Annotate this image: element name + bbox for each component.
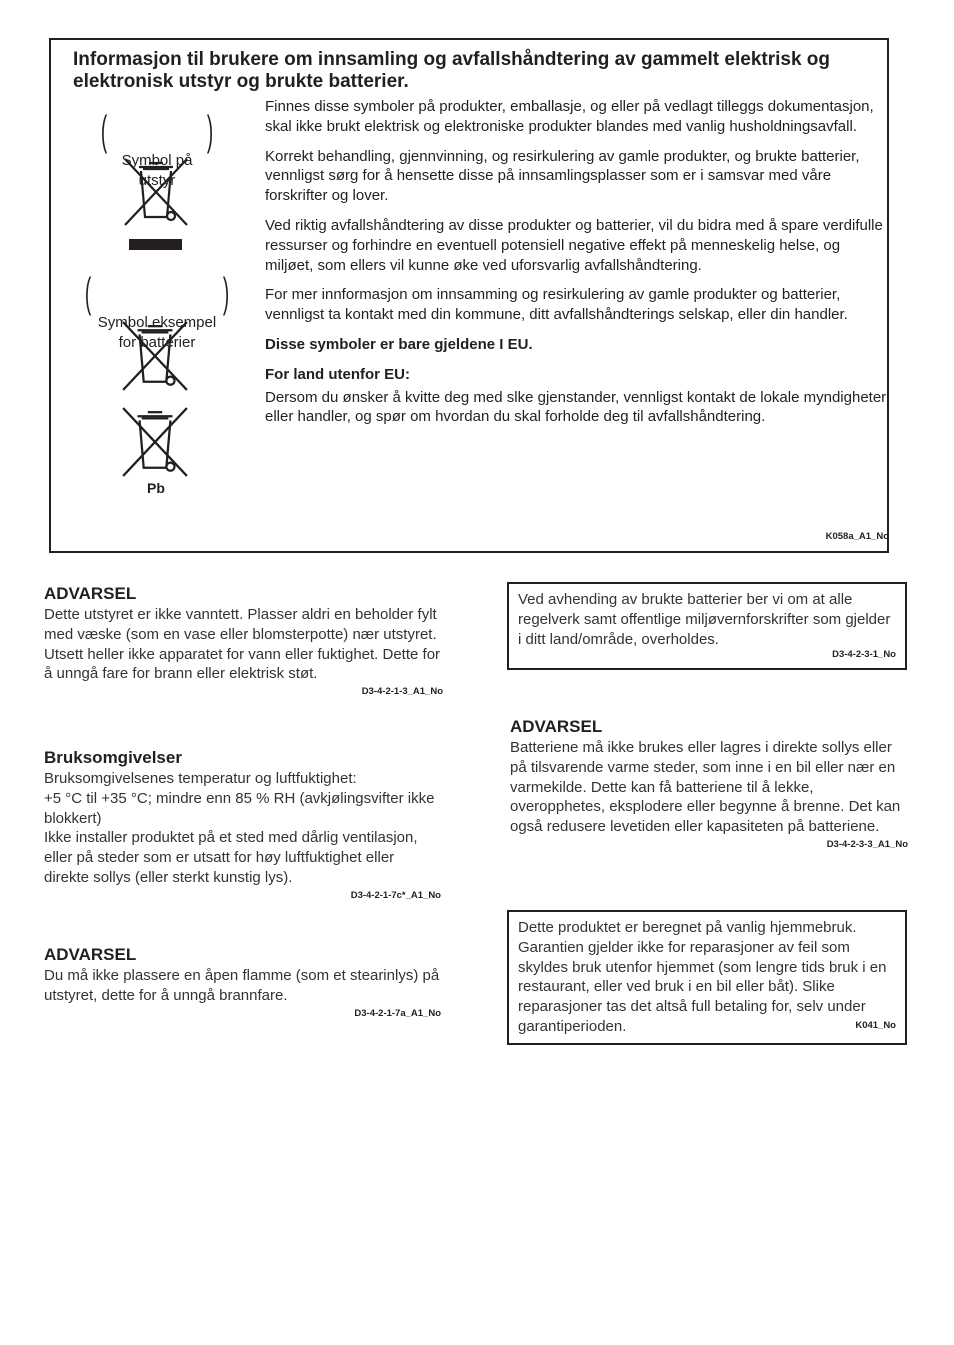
home-use-box bbox=[507, 910, 907, 1045]
crossed-out-wheelie-bin-icon bbox=[121, 406, 189, 478]
symbol-battery-label: ( Symbol eksempel for batterier ) bbox=[84, 269, 230, 351]
crossed-out-wheelie-bin-icon bbox=[123, 157, 189, 227]
outside-eu-text: Dersom du ønsker å kvitte deg med slke gjenstander, vennligst kontakt de lokale myndigheter eller handler, og spør om hvordan du skal forholde deg til avfallshåndtering. bbox=[265, 388, 887, 426]
weee-code: K058a_A1_No bbox=[825, 531, 889, 542]
separation-bar bbox=[129, 239, 182, 250]
weee-paragraph: For mer innformasjon om innsamming og resirkulering av gamle produkter og batterier, vennligst ta kontakt med din kommune, ditt avfallshåndterings selskap, eller din handler. bbox=[265, 286, 848, 324]
symbol-equipment-label: ( Symbol på utstyr ) bbox=[100, 107, 214, 189]
warning-flame-text: Du må ikke plassere en åpen flamme (som et stearinlys) på utstyret, dette for å unngå brannfare. bbox=[44, 967, 440, 1004]
environment-section bbox=[44, 747, 441, 901]
weee-paragraph: Korrekt behandling, gjennvinning, og resirkulering av gamle produkter, og brukte batterier, vennligst sørg for å hensette disse på innsamlingsplasser som er i samsvar med våre forskrifter og lover. bbox=[265, 147, 860, 205]
environment-text-3: Ikke installer produktet på et sted med dårlig ventilasjon, eller på steder som er utsatt for høy luftfuktighet eller direkte sollys (eller sterkt kunstig lys). bbox=[44, 829, 418, 886]
battery-disposal-box bbox=[507, 582, 907, 670]
outside-eu-heading: For land utenfor EU: bbox=[265, 365, 410, 383]
battery-disposal-text: Ved avhending av brukte batterier ber vi om at alle regelverk samt offentlige miljøvernforskrifter som gjelder i ditt land/område, overholdes. bbox=[518, 591, 891, 648]
weee-paragraph: Finnes disse symboler på produkter, emballasje, og eller på vedlagt tilleggs dokumentasjon, skal ikke brukt elektrisk og elektroniske produkter blandes med vanlig husholdningsavfall. bbox=[265, 98, 874, 135]
home-use-text: Dette produktet er beregnet på vanlig hjemmebruk. Garantien gjelder ikke for reparasjoner av feil som skyldes bruk utenfor hjemmet (som lengre tids bruk i en restaurant, eller ved bruk i en bil eller båt). Slike reparasjoner tas det altså full betaling for, selv under garantiperioden. bbox=[518, 919, 887, 1035]
environment-code: D3-4-2-1-7c*_A1_No bbox=[350, 889, 441, 901]
warning-flame-section bbox=[44, 944, 441, 1019]
pb-label: Pb bbox=[147, 480, 165, 496]
warning-battery-heading: ADVARSEL bbox=[510, 717, 603, 736]
crossed-out-wheelie-bin-icon bbox=[121, 320, 189, 392]
weee-text-column bbox=[265, 97, 887, 437]
warning-water-code: D3-4-2-1-3_A1_No bbox=[361, 686, 443, 698]
eu-only-note: Disse symboler er bare gjeldene I EU. bbox=[265, 335, 533, 353]
warning-flame-code: D3-4-2-1-7a_A1_No bbox=[354, 1007, 441, 1019]
weee-title: Informasjon til brukere om innsamling og avfallshåndtering av gammelt elektrisk og elektronisk utstyr og brukte batterier. bbox=[73, 49, 831, 92]
weee-paragraph: Ved riktig avfallshåndtering av disse produkter og batterier, vil du bidra med å spare verdifulle ressurser og forhindre en eventuell potensiell negative effekt på menneskelig helse, og miljøet, som ellers vil kunne øke ved uforsvarlig avfallshåndtering. bbox=[265, 216, 883, 274]
battery-disposal-code: D3-4-2-3-1_No bbox=[832, 649, 896, 661]
environment-heading: Bruksomgivelser bbox=[44, 748, 182, 767]
home-use-code: K041_No bbox=[855, 1019, 896, 1031]
warning-battery-text: Batteriene må ikke brukes eller lagres i direkte sollys eller på tilsvarende varme steder, som inne i en bil eller nær en varmekilde. Dette kan få batteriene til å lekke, overopphetes, eksplodere eller begynne å brenne. Det kan også redusere levetiden eller kapasiteten på batteriene. bbox=[510, 739, 901, 836]
weee-info-box bbox=[49, 38, 889, 553]
warning-battery-section bbox=[510, 716, 908, 850]
warning-water-heading: ADVARSEL bbox=[44, 584, 137, 603]
warning-flame-heading: ADVARSEL bbox=[44, 945, 137, 964]
environment-text-1: Bruksomgivelsenes temperatur og luftfuktighet: bbox=[44, 770, 357, 787]
warning-water-section bbox=[44, 583, 443, 697]
warning-battery-code: D3-4-2-3-3_A1_No bbox=[826, 838, 908, 850]
warning-water-text: Dette utstyret er ikke vanntett. Plasser aldri en beholder fylt med væske (som en vase eller blomsterpotte) nær utstyret. Utsett heller ikke apparatet for vann eller fuktighet. Dette for å unngå fare for brann eller elektrisk støt. bbox=[44, 606, 441, 683]
environment-text-2: +5 °C til +35 °C; mindre enn 85 % RH (avkjølingsvifter ikke blokkert) bbox=[44, 789, 435, 827]
